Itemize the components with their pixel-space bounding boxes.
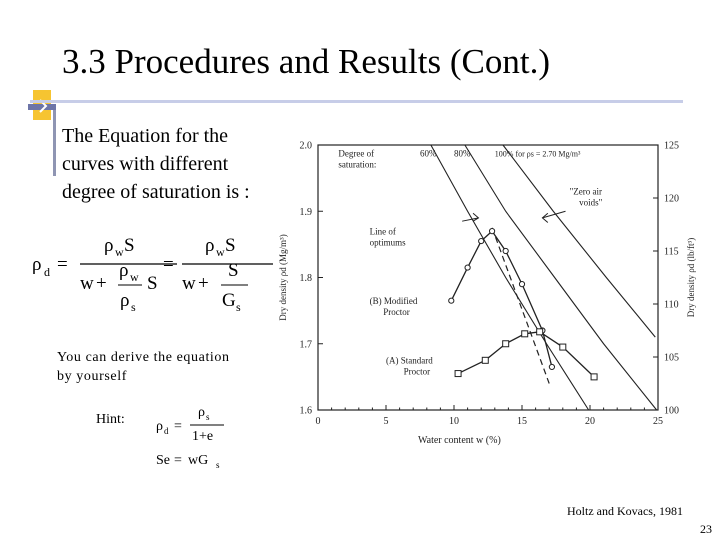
eq-sub2-s: s: [236, 300, 241, 314]
saturation-equation: [30, 226, 280, 321]
eq-sub-rho-w: ρ: [119, 260, 129, 281]
eq-den1-S: S: [147, 273, 158, 294]
eq-num2-rho: ρ: [205, 235, 215, 256]
derive-line-2: by yourself: [57, 369, 127, 384]
x-tick-label: 10: [449, 416, 459, 427]
eq-sub-rho-s: ρ: [120, 290, 130, 311]
y-right-tick-label: 115: [664, 246, 679, 258]
eq-sub2-G: G: [222, 290, 236, 311]
saturation-header-line-2: saturation:: [338, 159, 377, 170]
eq-den2-w: w: [182, 273, 196, 294]
eq-equals-1: =: [57, 254, 68, 275]
slide-decoration: [28, 84, 62, 130]
x-tick-label: 20: [585, 416, 595, 427]
eq-sub-s: s: [131, 300, 136, 314]
hint-wG-s: s: [216, 460, 220, 470]
y-left-tick-label: 2.0: [299, 140, 312, 152]
annotation-modified-proctor: (B) Modified: [369, 296, 418, 306]
annotation-zero-air-voids: "Zero air: [569, 186, 603, 197]
y-left-tick-label: 1.6: [299, 405, 312, 417]
source-credit: Holtz and Kovacs, 1981: [567, 504, 683, 518]
data-point: [560, 344, 566, 350]
eq-d: d: [44, 265, 50, 279]
hint-num-rho: ρ: [198, 405, 205, 420]
y-right-tick-label: 125: [664, 140, 679, 152]
y-axis-label-left: Dry density ρd (Mg/m³): [278, 234, 288, 321]
bullet-line-2: curves with different: [62, 153, 229, 175]
derive-note: [57, 348, 230, 386]
hint-rho: ρ: [156, 419, 163, 434]
eq-sub2-S: S: [228, 260, 239, 281]
saturation-label: 80%: [454, 148, 471, 159]
y-left-tick-label: 1.9: [299, 206, 312, 218]
hint-Se: Se: [156, 453, 170, 468]
eq-num2-S: S: [225, 235, 236, 256]
annotation-line-of-optimums: Line of: [369, 226, 396, 237]
saturation-curve: [503, 145, 655, 337]
bullet-line-3: degree of saturation is :: [62, 181, 250, 203]
title-underline: [30, 100, 683, 103]
hint-wG: wG: [188, 453, 209, 468]
bullet-bar: [53, 110, 56, 176]
data-point: [522, 331, 528, 337]
annotation-zero-air-voids: voids": [579, 197, 603, 208]
x-tick-label: 5: [383, 416, 389, 427]
eq-equals-2: =: [163, 254, 174, 275]
eq-num1-w: w: [115, 245, 124, 259]
data-point: [479, 238, 484, 243]
data-point: [465, 265, 470, 270]
derive-line-1: You can derive the equation: [57, 350, 230, 365]
annotation-line-of-optimums: optimums: [369, 237, 406, 248]
y-right-tick-label: 105: [664, 352, 679, 364]
data-point: [503, 341, 509, 347]
x-tick-label: 0: [315, 416, 321, 427]
data-point: [591, 374, 597, 380]
hint-equals-2: =: [174, 453, 182, 468]
line-of-optimums: [492, 228, 549, 384]
hint-den: 1+e: [192, 429, 214, 444]
saturation-curve: [465, 145, 657, 410]
data-point: [482, 357, 488, 363]
saturation-label: 60%: [420, 148, 437, 159]
data-point: [549, 364, 554, 369]
hint-d: d: [164, 426, 169, 436]
data-point: [489, 229, 494, 234]
bullet-text: [62, 122, 250, 206]
bullet-line-1: The Equation for the: [62, 125, 229, 147]
arrow-head-icon: [473, 213, 478, 221]
saturation-header-line-1: Degree of: [338, 148, 375, 159]
annotation-standard-proctor: (A) Standard: [386, 355, 433, 366]
eq-den2-plus: +: [198, 273, 209, 294]
eq-den1-plus: +: [96, 273, 107, 294]
eq-den1-w: w: [80, 273, 94, 294]
saturation-label: 100% for ρs = 2.70 Mg/m³: [494, 149, 581, 159]
y-right-tick-label: 120: [664, 193, 679, 205]
y-right-tick-label: 110: [664, 299, 679, 311]
compaction-chart: [270, 135, 710, 455]
data-point: [455, 371, 461, 377]
annotation-standard-proctor: Proctor: [403, 366, 431, 377]
data-point: [519, 282, 524, 287]
data-point: [537, 329, 543, 335]
y-right-tick-label: 100: [664, 405, 679, 417]
hint-num-s: s: [206, 412, 210, 422]
slide-number: 23: [700, 522, 712, 536]
hint-label: Hint:: [96, 412, 125, 427]
hint-equations: [152, 400, 232, 472]
eq-num1-S: S: [124, 235, 135, 256]
eq-rho: ρ: [32, 254, 42, 275]
hint-equals: =: [174, 419, 182, 434]
eq-num1-rho: ρ: [104, 235, 114, 256]
eq-sub-w: w: [130, 270, 139, 284]
x-axis-label: Water content w (%): [418, 435, 501, 446]
series-line: [458, 332, 594, 377]
data-point: [449, 298, 454, 303]
eq-num2-w: w: [216, 245, 225, 259]
y-axis-label-right: Dry density ρd (lb/ft³): [686, 237, 696, 318]
y-left-tick-label: 1.7: [299, 339, 312, 351]
data-point: [503, 248, 508, 253]
annotation-modified-proctor: Proctor: [383, 307, 410, 317]
x-tick-label: 25: [653, 416, 663, 427]
y-left-tick-label: 1.8: [299, 273, 312, 284]
slide-title: 3.3 Procedures and Results (Cont.): [62, 42, 550, 81]
x-tick-label: 15: [517, 416, 527, 427]
